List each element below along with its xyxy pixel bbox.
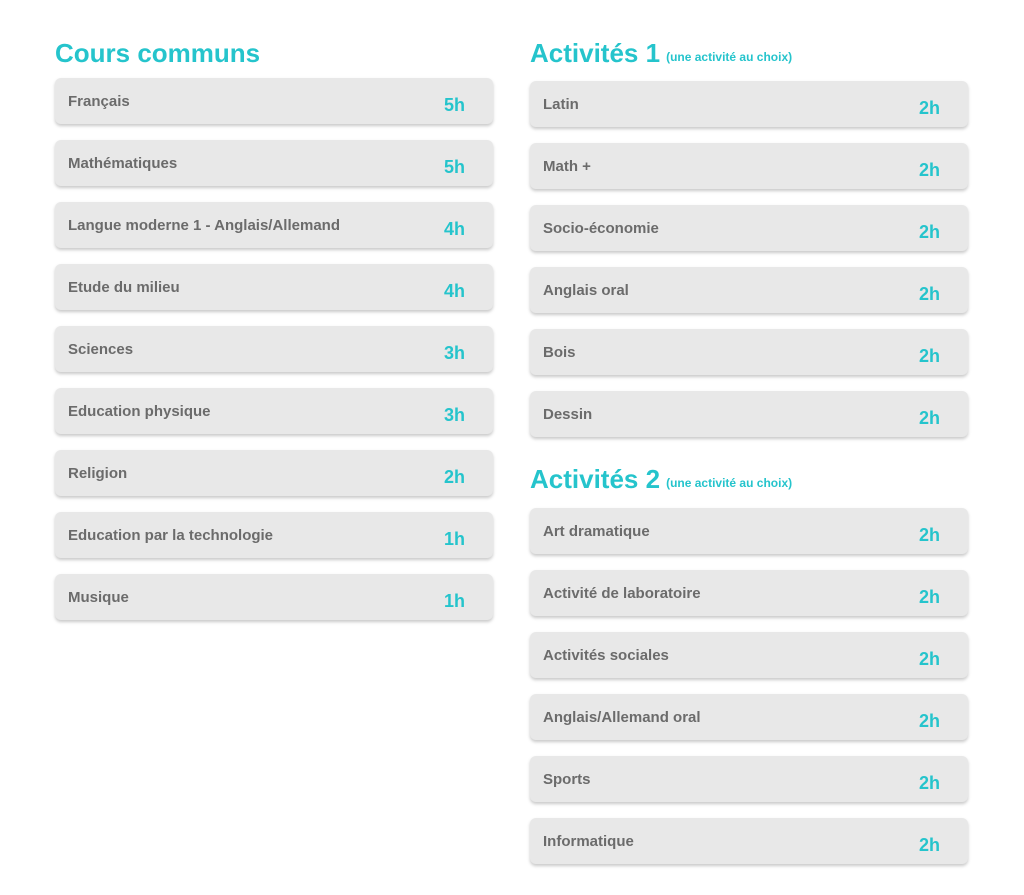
course-hours: 4h <box>443 281 465 301</box>
course-hours: 1h <box>443 529 465 549</box>
course-label: Français <box>68 93 130 110</box>
course-hours: 3h <box>443 343 465 363</box>
course-hours: 2h <box>918 525 940 545</box>
course-row <box>530 81 968 127</box>
course-label: Education physique <box>68 403 211 420</box>
activites-1-section <box>530 38 968 453</box>
course-row <box>530 329 968 375</box>
course-hours: 1h <box>443 591 465 611</box>
course-hours: 2h <box>918 773 940 793</box>
course-hours: 2h <box>918 98 940 118</box>
course-hours: 3h <box>443 405 465 425</box>
course-row <box>530 818 968 864</box>
course-row <box>55 512 493 558</box>
course-row <box>55 574 493 620</box>
course-label: Mathématiques <box>68 155 178 172</box>
course-hours: 2h <box>918 222 940 242</box>
activites-2-title-text: Activités 2 <box>530 464 661 494</box>
course-label: Dessin <box>543 406 593 423</box>
course-label: Informatique <box>543 833 634 850</box>
cours-communs-title <box>55 38 493 68</box>
course-label: Socio-économie <box>543 220 659 237</box>
course-hours: 2h <box>918 835 940 855</box>
course-label: Anglais/Allemand oral <box>543 709 701 726</box>
course-row <box>55 388 493 434</box>
course-row <box>530 570 968 616</box>
course-label: Etude du milieu <box>68 279 180 296</box>
course-label: Art dramatique <box>543 523 650 540</box>
course-hours: 2h <box>918 711 940 731</box>
activites-2-list <box>530 508 968 864</box>
course-label: Latin <box>543 96 579 113</box>
course-row <box>530 205 968 251</box>
course-row <box>530 267 968 313</box>
course-label: Sciences <box>68 341 134 358</box>
course-label: Religion <box>68 465 128 482</box>
course-row <box>55 202 493 248</box>
course-row <box>55 78 493 124</box>
cours-communs-title-text: Cours communs <box>55 38 261 68</box>
activites-1-subtitle: (une activité au choix) <box>666 50 793 64</box>
course-row <box>55 326 493 372</box>
course-hours: 2h <box>918 649 940 669</box>
course-row <box>530 508 968 554</box>
course-hours: 2h <box>918 346 940 366</box>
course-row <box>530 143 968 189</box>
activites-1-title <box>530 38 968 72</box>
cours-communs-section <box>55 38 493 636</box>
course-row <box>55 140 493 186</box>
course-row <box>530 694 968 740</box>
course-hours: 2h <box>918 160 940 180</box>
course-label: Activité de laboratoire <box>543 585 701 602</box>
activites-2-subtitle: (une activité au choix) <box>666 476 793 490</box>
course-row <box>530 632 968 678</box>
course-hours: 5h <box>443 95 465 115</box>
activites-2-section <box>530 464 968 880</box>
activites-2-title <box>530 464 968 498</box>
course-row <box>530 756 968 802</box>
course-row <box>530 391 968 437</box>
course-hours: 2h <box>443 467 465 487</box>
cours-communs-list <box>55 78 493 620</box>
course-label: Langue moderne 1 - Anglais/Allemand <box>68 217 340 234</box>
course-row <box>55 450 493 496</box>
activites-1-list <box>530 81 968 437</box>
course-label: Bois <box>543 344 576 361</box>
course-label: Sports <box>543 771 591 788</box>
course-label: Anglais oral <box>543 282 629 299</box>
course-hours: 4h <box>443 219 465 239</box>
course-label: Math + <box>543 158 591 175</box>
activites-1-title-text: Activités 1 <box>530 38 661 68</box>
course-hours: 2h <box>918 408 940 428</box>
course-row <box>55 264 493 310</box>
course-label: Musique <box>68 589 129 606</box>
course-label: Education par la technologie <box>68 527 274 544</box>
course-label: Activités sociales <box>543 647 669 664</box>
course-hours: 2h <box>918 284 940 304</box>
course-hours: 5h <box>443 157 465 177</box>
course-hours: 2h <box>918 587 940 607</box>
